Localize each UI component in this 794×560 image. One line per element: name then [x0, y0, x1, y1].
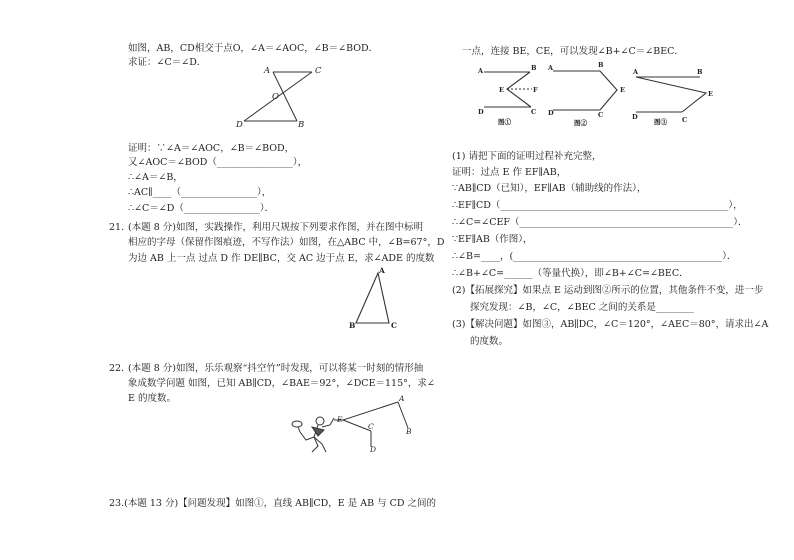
fig2-label-c: C — [598, 111, 604, 119]
part1-proof-7: ∴∠B+∠C=______（等量代换），即∠B+∠C=∠BEC． — [452, 268, 689, 279]
q21-number: 21. — [109, 222, 125, 233]
fig3-label-a: A — [633, 68, 639, 76]
fig1-lines — [484, 72, 532, 107]
q20-proof-2: 又∠AOC＝∠BOD（________________）， — [128, 157, 308, 168]
q21-label-b: B — [349, 321, 356, 330]
q23-continuation: 一点，连接 BE，CE，可以发现∠B+∠C＝∠BEC． — [462, 46, 684, 57]
fig2-label-e: E — [620, 86, 625, 94]
q22-label-c: C — [368, 422, 374, 431]
part1-proof-5: ∵EF∥AB（作图）， — [452, 234, 533, 245]
part1-proof-3: ∴EF∥CD（________________________________________________）， — [452, 200, 743, 211]
q23-statement: 23.(本题 13 分)【问题发现】如图①，直线 AB∥CD，E 是 AB 与 CD 之间的 — [109, 498, 437, 509]
part1-proof-2: ∵AB∥CD（已知），EF∥AB（辅助线的作法）， — [452, 183, 647, 194]
part2-line-2: 探究发现：∠B，∠C，∠BEC 之间的关系是________ — [470, 302, 694, 313]
q22-line-3: E 的度数。 — [128, 393, 176, 404]
fig2-label-b: B — [598, 61, 604, 69]
q20-label-b: B — [298, 120, 305, 130]
q20-proof-5: ∴∠C＝∠D（________________）． — [128, 203, 275, 214]
q22-label-b: B — [406, 427, 412, 436]
q20-label-o: O — [272, 92, 279, 102]
q20-proof-4: ∴AC∥____（________________）， — [128, 187, 272, 198]
part1-proof-1: 证明：过点 E 作 EF∥AB， — [452, 167, 567, 178]
fig3-label-b: B — [697, 68, 703, 76]
part1-heading: (1) 请把下面的证明过程补充完整， — [452, 151, 602, 162]
fig3-lines — [636, 77, 706, 112]
q22-label-d: D — [370, 445, 377, 454]
q21-line-1: (本题 8 分)如图，实践操作，利用尺规按下列要求作图，并在图中标明 — [128, 222, 423, 233]
fig3-label-e: E — [708, 90, 713, 98]
part3-line-2: 的度数。 — [470, 336, 509, 347]
q22-label-e: E — [337, 415, 343, 424]
q20-label-c: C — [315, 66, 322, 76]
q20-statement: 如图，AB，CD相交于点O，∠A＝∠AOC，∠B＝∠BOD． — [128, 43, 379, 54]
fig3-label-c: C — [682, 116, 688, 124]
fig3-label-d: D — [632, 113, 638, 121]
part3-line-1: (3)【解决问题】如图③，AB∥DC，∠C＝120°，∠AEC＝80°，请求出∠A — [452, 319, 769, 330]
fig2-caption: 图② — [574, 119, 587, 127]
fig1-label-c: C — [531, 108, 537, 116]
q22-line-1: (本题 8 分)如图，乐乐观察“抖空竹”时发现，可以将某一时刻的情形抽 — [128, 363, 424, 374]
q20-label-d: D — [236, 120, 243, 130]
q22-label-a: A — [399, 394, 405, 403]
fig1-caption: 图① — [498, 118, 511, 126]
q20-prove: 求证：∠C＝∠D． — [128, 57, 207, 68]
part1-proof-6: ∴∠B=____，(____________________________________________）． — [452, 251, 737, 262]
fig2-lines — [553, 71, 617, 110]
fig1-label-f: F — [533, 86, 538, 94]
q22-line-2: 象成数学问题 如图，已知 AB∥CD，∠BAE＝92°，∠DCE＝115°，求∠ — [128, 378, 435, 389]
fig2-label-d: D — [548, 109, 554, 117]
q20-proof-1: 证明：∵∠A＝∠AOC，∠B＝∠BOD， — [128, 143, 295, 154]
part2-line-1: (2)【拓展探究】如果点 E 运动到图②所示的位置，其他条件不变，进一步 — [452, 285, 764, 296]
fig1-label-d: D — [478, 108, 484, 116]
fig1-label-e: E — [499, 86, 504, 94]
q21-line-3: 为边 AB 上一点 过点 D 作 DE∥BC，交 AC 边于点 E，求∠ADE 的度数 — [128, 253, 435, 264]
q22-number: 22. — [109, 363, 125, 374]
q20-proof-3: ∴∠A＝∠B， — [128, 172, 183, 183]
q20-label-a: A — [264, 66, 271, 76]
q21-label-c: C — [391, 321, 397, 330]
fig1-label-b: B — [531, 64, 537, 72]
q21-label-a: A — [379, 266, 385, 275]
fig1-label-a: A — [478, 67, 484, 75]
part1-proof-4: ∴∠C=∠CEF（_____________________________________________）． — [452, 217, 748, 228]
q21-line-2: 相应的字母（保留作图痕迹，不写作法）如图，在△ABC 中，∠B=67°，D — [128, 237, 445, 248]
fig2-label-a: A — [548, 64, 554, 72]
fig3-caption: 图③ — [654, 118, 667, 126]
